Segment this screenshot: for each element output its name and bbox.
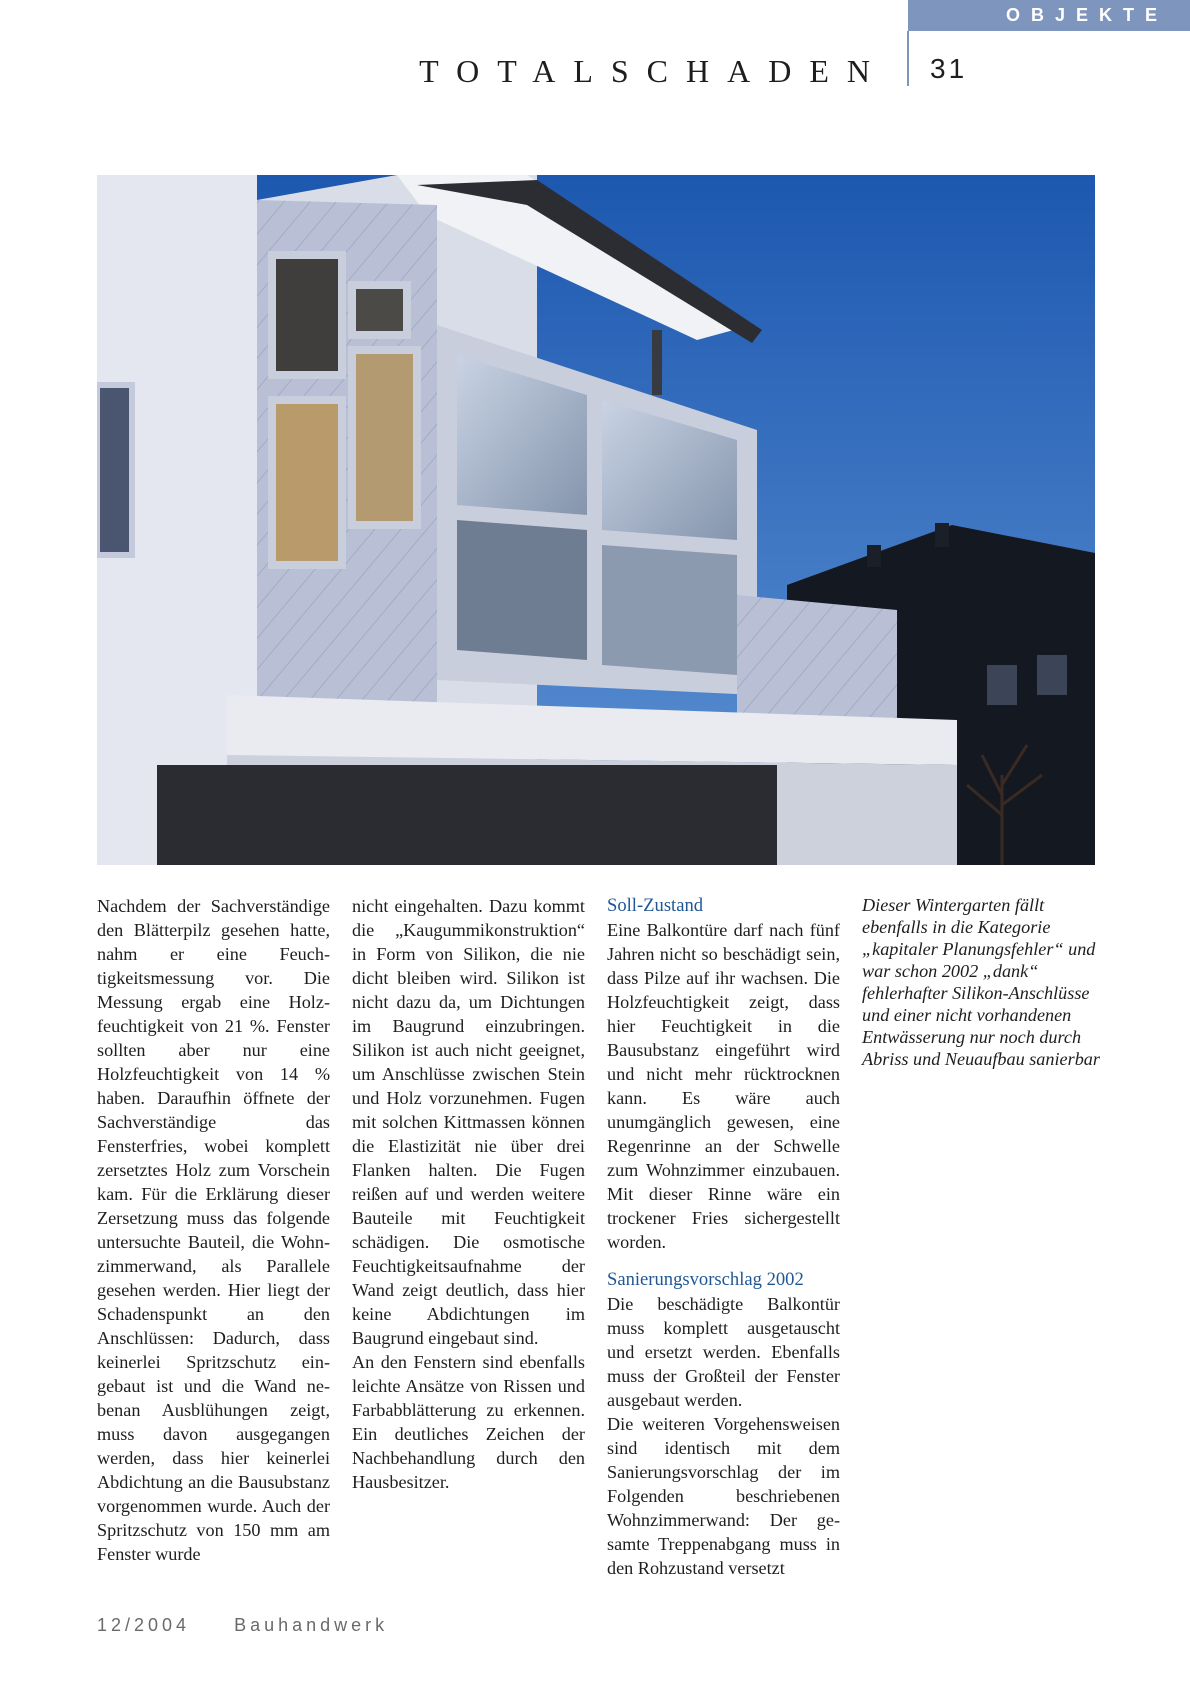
col3-paragraph-2: Die beschädigte Balkontür muss komplett ausgetauscht und ersetzt werden. Ebenfalls muss der Großteil der Fenster ausgebaut werden. xyxy=(607,1294,840,1410)
col3-paragraph-3: Die weiteren Vorgehensweisen sind identisch mit dem Sanierungsvorschlag der im Folgenden beschriebenen Wohnzimmerwand: Der gesamte Treppenabgang muss in den Rohzustand versetzt xyxy=(607,1414,840,1578)
article-column-2 xyxy=(352,894,585,1494)
heading-soll-zustand: Soll-Zustand xyxy=(607,895,704,916)
header-rule xyxy=(907,31,909,86)
category-tab xyxy=(908,0,1190,31)
heading-sanierungsvorschlag: Sanierungsvorschlag 2002 xyxy=(607,1269,804,1290)
article-column-3 xyxy=(607,894,840,1580)
col1-paragraph: Nachdem der Sachverständige den Blätterpilz gesehen hatte, nahm er eine Feuchtigkeitsmessung vor. Die Messung ergab eine Holzfeuchtigkeit von 21 %. Fenster sollten aber nur eine Holzfeuchtigkeit von 14 % haben. Daraufhin öffnete der Sachverständige das Fensterfries, wobei komplett zersetztes Holz zum Vorschein kam. Für die Erklärung dieser Zersetzung muss das folgende untersuchte Bauteil, die Wohnzimmerwand, als Parallele gesehen werden. Hier liegt der Schadenspunkt an den Anschlüssen: Dadurch, dass keinerlei Spritzschutz eingebaut ist und die Wand nebenan Ausblühungen zeigt, muss davon ausgegangen werden, dass hier keinerlei Abdichtung an die Bausubstanz vorgenommen wurde. Auch der Spritzschutz von 150 mm am Fenster wurde xyxy=(97,896,330,1564)
footer xyxy=(97,1615,432,1636)
photo-caption: Dieser Wintergarten fällt ebenfalls in die Kategorie „kapitaler Planungsfehler“ und war schon 2002 „dank“ fehlerhafter Silikon-Anschlüsse und einer nicht vorhandenen Entwässerung nur noch durch Abriss und Neuaufbau sanierbar xyxy=(862,895,1100,1069)
winter-garden-photo xyxy=(97,175,1095,865)
spacer xyxy=(607,1254,840,1268)
page-number: 31 xyxy=(930,53,968,84)
article-column-1 xyxy=(97,894,330,1566)
section-title: TOTALSCHADEN xyxy=(419,53,888,89)
footer-issue: 12/2004 xyxy=(97,1615,191,1635)
footer-magazine: Bauhandwerk xyxy=(234,1615,389,1635)
category-label: OBJEKTE xyxy=(1005,5,1168,25)
col2-paragraph-2: An den Fenstern sind ebenfalls leichte Ansätze von Rissen und Farbabblätterung zu erkennen. Ein deutliches Zeichen der Nachbehandlung durch den Hausbesitzer. xyxy=(352,1352,585,1492)
col2-paragraph-1: nicht eingehalten. Dazu kommt die „Kaugummikonstruktion“ in Form von Silikon, die nie dicht bleiben wird. Silikon ist nicht dazu da, um Dichtungen im Baugrund einzubringen. Silikon ist auch nicht geeignet, um Anschlüsse zwischen Stein und Holz vorzunehmen. Fugen mit solchen Kittmassen können die Elastizität nie über drei Flanken halten. Die Fugen reißen auf und werden weitere Bauteile mit Feuchtigkeit schädigen. Die osmotische Feuchtigkeitsaufnahme der Wand zeigt deutlich, dass hier keine Abdichtungen im Baugrund eingebaut sind. xyxy=(352,896,585,1348)
col3-paragraph-1: Eine Balkontüre darf nach fünf Jahren nicht so beschädigt sein, dass Pilze auf ihr wachsen. Die Holzfeuchtigkeit zeigt, dass hier Feuchtigkeit in die Bausubstanz eingeführt wird und nicht mehr rücktrocknen kann. Es wäre auch unumgänglich gewesen, eine Regenrinne an der Schwelle zum Wohnzimmer einzubauen. Mit dieser Rinne wäre ein trockener Fries sichergestellt worden. xyxy=(607,920,840,1252)
